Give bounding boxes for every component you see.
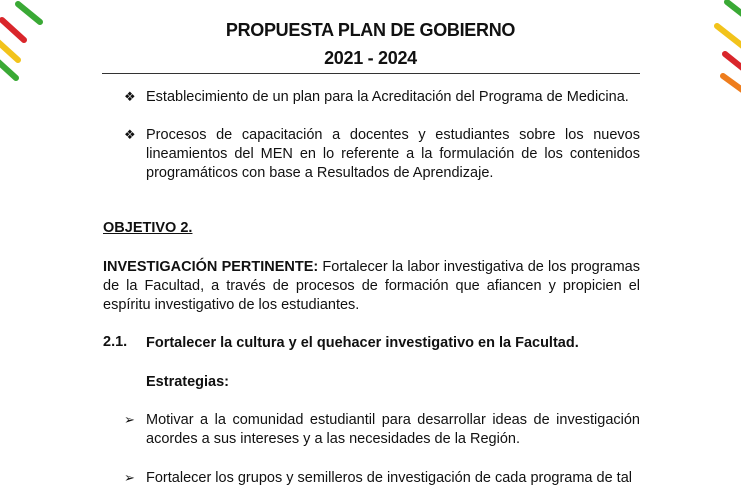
strategies-label: Estrategias: (146, 374, 230, 390)
objective-paragraph (103, 258, 640, 315)
objective-label: INVESTIGACIÓN PERTINENTE: (103, 259, 319, 275)
arrow-bullet-icon: ➢ (124, 412, 135, 427)
bullet-item: Establecimiento de un plan para la Acreditación del Programa de Medicina. (146, 89, 629, 105)
strategy-item: Fortalecer los grupos y semilleros de investigación de cada programa de tal (146, 470, 632, 486)
objective-text: Fortalecer la labor investigativa de los programas de la Facultad, a través de procesos de formación que afiancen y propicien el espíritu investigativo de los estudiantes. (103, 259, 640, 313)
section-title: Fortalecer la cultura y el quehacer investigativo en la Facultad. (146, 335, 579, 351)
section-number: 2.1. (103, 334, 128, 350)
arrow-bullet-icon: ➢ (124, 470, 135, 485)
title-divider (102, 73, 640, 74)
diamond-bullet-icon: ❖ (124, 127, 136, 142)
objective-heading: OBJETIVO 2. (103, 220, 193, 236)
strategy-item: Motivar a la comunidad estudiantil para desarrollar ideas de investigación acordes a sus intereses y a las necesidades de la Región. (146, 412, 640, 447)
diamond-bullet-icon: ❖ (124, 89, 136, 104)
bullet-item: Procesos de capacitación a docentes y estudiantes sobre los nuevos lineamientos del MEN en lo referente a la formulación de los contenidos programáticos con base a Resultados de Aprendizaje. (146, 127, 640, 181)
document-period: 2021 - 2024 (324, 48, 417, 68)
document-title: PROPUESTA PLAN DE GOBIERNO (225, 20, 516, 40)
